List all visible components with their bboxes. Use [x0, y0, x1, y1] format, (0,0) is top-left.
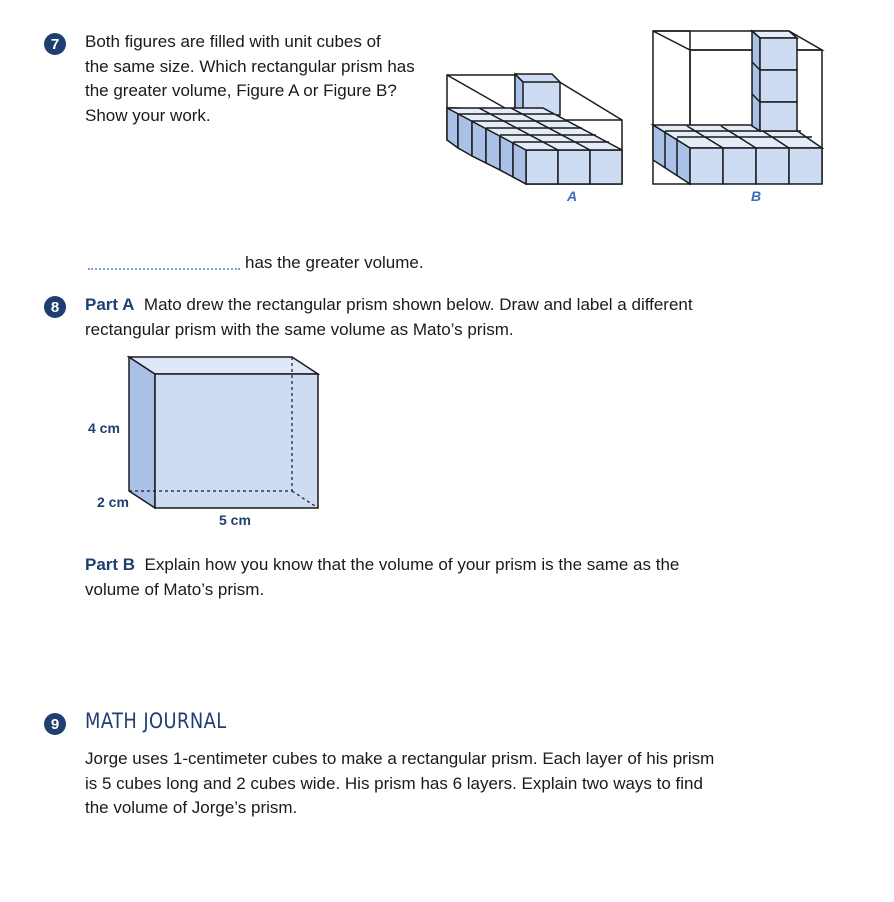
- length-label: 5 cm: [219, 512, 251, 528]
- problem-7-line: Show your work.: [85, 105, 211, 125]
- problem-number-8: 8: [44, 296, 66, 318]
- height-label: 4 cm: [88, 420, 120, 436]
- part-a-line: rectangular prism with the same volume as Mato’s prism.: [85, 319, 514, 339]
- answer-suffix: has the greater volume.: [245, 253, 424, 272]
- part-b-line: volume of Mato’s prism.: [85, 579, 265, 599]
- part-a-line: Mato drew the rectangular prism shown below. Draw and label a different: [143, 295, 693, 314]
- problem-7-line: the same size. Which rectangular prism has: [85, 56, 415, 76]
- answer-blank[interactable]: [88, 268, 240, 270]
- figure-b-label: B: [751, 188, 762, 204]
- problem-9-line: the volume of Jorge’s prism.: [85, 798, 298, 817]
- part-b-line: Explain how you know that the volume of your prism is the same as the: [144, 555, 680, 574]
- problem-9-text: [85, 747, 865, 821]
- part-b-label: Part B: [85, 555, 136, 574]
- problem-9-line: Jorge uses 1-centimeter cubes to make a rectangular prism. Each layer of his prism: [85, 749, 715, 768]
- figure-a-label: A: [567, 188, 578, 204]
- part-a-label: Part A: [85, 295, 135, 314]
- problem-7-line: Both figures are filled with unit cubes of: [85, 32, 381, 51]
- problem-number-7: 7: [44, 33, 66, 55]
- problem-8-part-a: [85, 293, 845, 342]
- figure-b: [653, 31, 822, 184]
- problem-number-9: 9: [44, 713, 66, 735]
- figure-b-column: [752, 31, 797, 131]
- problem-7-line: the greater volume, Figure A or Figure B?: [85, 81, 397, 100]
- math-journal-heading: MATH JOURNAL: [85, 709, 227, 733]
- mato-prism: [129, 357, 318, 508]
- depth-label: 2 cm: [97, 494, 129, 510]
- problem-8-part-b: [85, 553, 845, 602]
- problem-9-line: is 5 cubes long and 2 cubes wide. His prism has 6 layers. Explain two ways to find: [85, 773, 703, 793]
